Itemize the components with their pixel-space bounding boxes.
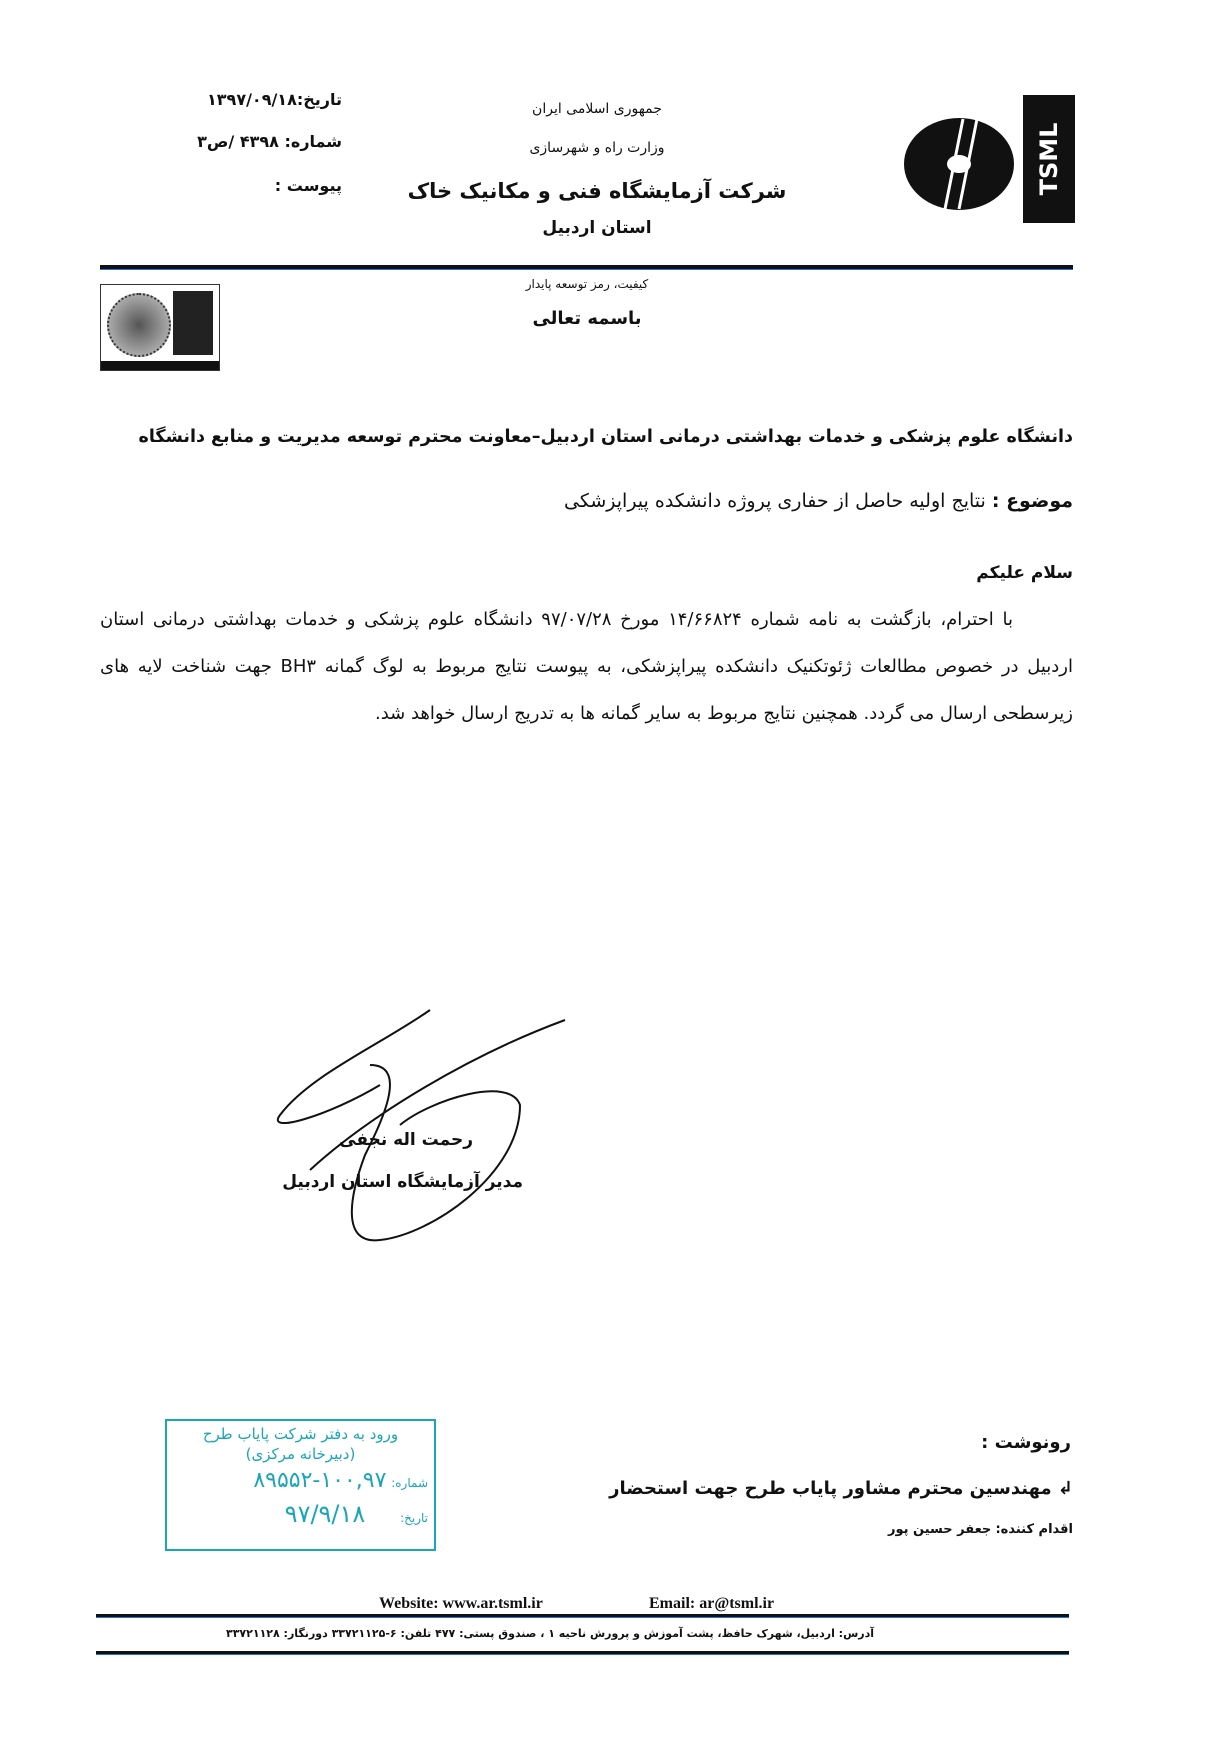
province-name: استان اردبیل — [542, 218, 652, 238]
stamp-number-value: ۱۰۰,۹۷-۸۹۵۵۲ — [253, 1468, 387, 1493]
logo-box — [1023, 95, 1075, 223]
subject-text: نتایج اولیه حاصل از حفاری پروژه دانشکده پیراپزشکی — [564, 490, 986, 512]
stamp-date-value: ۹۷/۹/۱۸ — [284, 1500, 366, 1528]
stamp-number-label: شماره: — [391, 1476, 428, 1490]
company-name: شرکت آزمایشگاه فنی و مکانیک خاک — [407, 179, 787, 203]
stamp-title: ورود به دفتر شرکت پایاب طرح — [202, 1425, 399, 1443]
cc-item-text: مهندسین محترم مشاور پایاب طرح جهت استحضار — [609, 1478, 1052, 1499]
greeting: سلام علیکم — [976, 563, 1073, 583]
tsml-logo — [903, 95, 1075, 223]
invocation: باسمه تعالی — [532, 308, 642, 329]
logo-text: TSML — [1035, 122, 1063, 196]
address: آدرس: اردبیل، شهرک حافظ، پشت آموزش و پرورش ناحیه ۱ ، صندوق پستی: ۴۷۷ تلفن: ۶-۳۳۷۲۱۱۲۵ دورنگار: ۳۳۷۲۱۱۲۸ — [226, 1627, 874, 1640]
email: Email: ar@tsml.ir — [649, 1595, 775, 1612]
subject-label: موضوع : — [991, 490, 1073, 512]
country-name: جمهوری اسلامی ایران — [532, 101, 662, 117]
header-center — [357, 95, 837, 243]
subject-line — [400, 490, 1073, 512]
date-label: تاریخ: — [296, 90, 342, 109]
header-divider — [100, 265, 1073, 269]
motto: کیفیت، رمز توسعه پایدار — [525, 277, 649, 291]
receipt-stamp — [165, 1419, 436, 1551]
number-label: شماره: — [284, 132, 342, 151]
footer-divider-top — [96, 1614, 1069, 1617]
website: Website: www.ar.tsml.ir — [379, 1595, 543, 1612]
footer-divider-bottom — [96, 1651, 1069, 1654]
stamp-date-row — [167, 1498, 434, 1534]
ministry-name: وزارت راه و شهرسازی — [529, 140, 665, 156]
arrow-icon: ↲ — [1057, 1478, 1073, 1499]
iso-footer-bar — [101, 361, 219, 370]
date-value: ۱۳۹۷/۰۹/۱۸ — [207, 90, 297, 109]
action-by — [773, 1522, 1073, 1537]
action-label: اقدام کننده: — [995, 1522, 1073, 1537]
letter-meta — [150, 90, 342, 195]
cc-item — [560, 1478, 1073, 1499]
handwritten-signature — [270, 1005, 580, 1250]
signatory-name: رحمت اله نجفی — [339, 1130, 473, 1150]
signatory-title: مدیر آزمایشگاه استان اردبیل — [282, 1172, 523, 1192]
stamp-subtitle: (دبیرخانه مرکزی) — [245, 1445, 356, 1463]
date-row — [150, 90, 342, 132]
number-row — [150, 132, 342, 176]
cc-label: رونوشت : — [981, 1432, 1071, 1453]
iso-certification-badge — [100, 284, 220, 371]
letter-body: با احترام، بازگشت به نامه شماره ۱۴/۶۶۸۲۴ مورخ ۹۷/۰۷/۲۸ دانشگاه علوم پزشکی و خدمات بهداشتی درمانی استان اردبیل در خصوص مطالعات ژئوتکنیک دانشکده پیراپزشکی، به پیوست نتایج مربوط به لوگ گمانه BH۳ جهت شناخت لایه های زیرسطحی ارسال می گردد. همچنین نتایج مربوط به سایر گمانه ها به تدریج ارسال خواهد شد. — [100, 609, 1073, 724]
number-value: ۴۳۹۸ /ص۳ — [197, 132, 279, 151]
attachment-label: پیوست : — [274, 176, 342, 195]
stamp-number-row — [167, 1466, 434, 1498]
iso-mark-icon — [173, 291, 213, 355]
recipient: دانشگاه علوم پزشکی و خدمات بهداشتی درمانی استان اردبیل–معاونت محترم توسعه مدیریت و منابع دانشگاه — [138, 427, 1073, 447]
iso-circle-icon — [107, 293, 171, 357]
action-value: جعفر حسین پور — [887, 1522, 992, 1537]
company-emblem-icon — [903, 117, 1015, 211]
stamp-date-label: تاریخ: — [400, 1511, 428, 1525]
